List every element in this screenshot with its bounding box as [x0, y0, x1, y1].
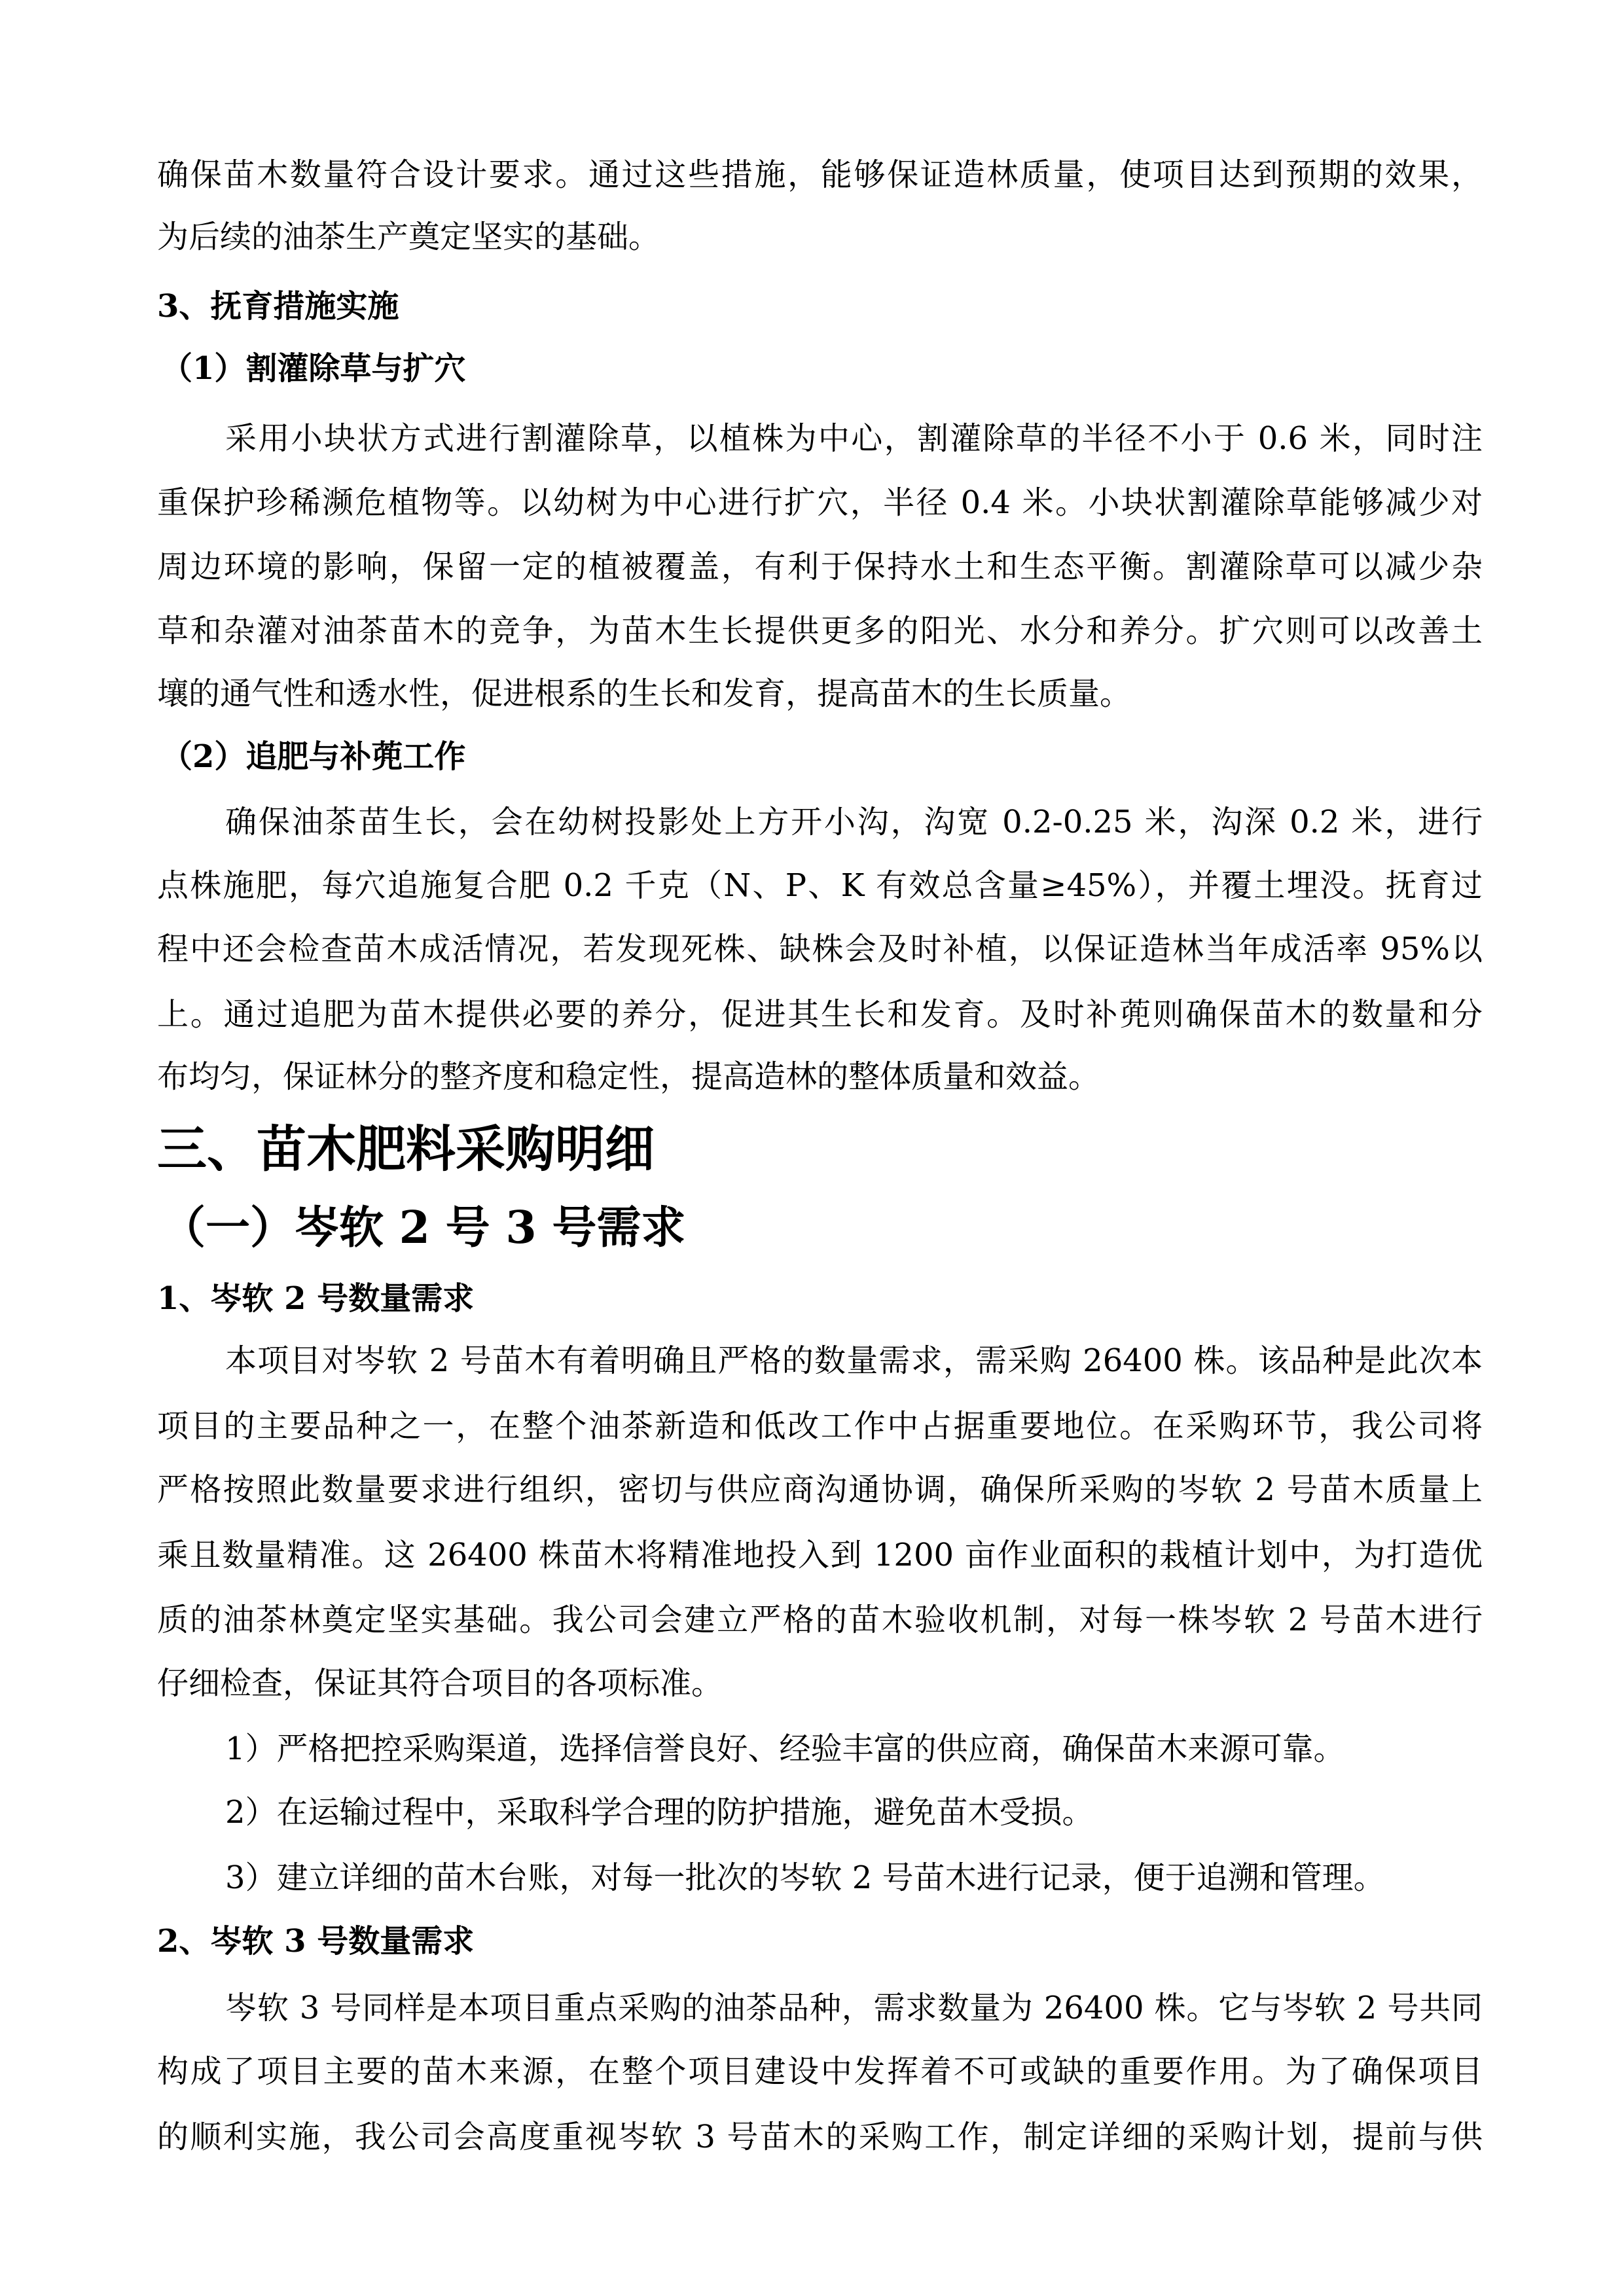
paragraph-line: 草和杂灌对油茶苗木的竞争，为苗木生长提供更多的阳光、水分和养分。扩穴则可以改善土: [157, 613, 1483, 649]
paragraph-line: 程中还会检查苗木成活情况，若发现死株、缺株会及时补植，以保证造林当年成活率 95%以: [157, 931, 1483, 967]
paragraph-line: 乘且数量精准。这 26400 株苗木将精准地投入到 1200 亩作业面积的栽植计划中，为打造优: [157, 1537, 1483, 1573]
paragraph-line: 严格按照此数量要求进行组织，密切与供应商沟通协调，确保所采购的岑软 2 号苗木质量上: [157, 1471, 1483, 1508]
paragraph-line: 岑软 3 号同样是本项目重点采购的油茶品种，需求数量为 26400 株。它与岑软 2 号共同: [225, 1990, 1483, 2026]
paragraph-line: 确保油茶苗生长，会在幼树投影处上方开小沟，沟宽 0.2-0.25 米，沟深 0.2 米，进行: [225, 804, 1483, 840]
paragraph-line: 仔细检查，保证其符合项目的各项标准。: [157, 1665, 723, 1702]
subsection-heading: 2、岑软 3 号数量需求: [157, 1923, 475, 1960]
paragraph-line: 布均匀，保证林分的整齐度和稳定性，提高造林的整体质量和效益。: [157, 1058, 1100, 1095]
list-item: 3）建立详细的苗木台账，对每一批次的岑软 2 号苗木进行记录，便于追溯和管理。: [225, 1859, 1385, 1896]
paragraph-line: 构成了项目主要的苗木来源，在整个项目建设中发挥着不可或缺的重要作用。为了确保项目: [157, 2053, 1483, 2090]
list-item: 2）在运输过程中，采取科学合理的防护措施，避免苗木受损。: [225, 1794, 1094, 1831]
subsection-heading: （2）追肥与补蔸工作: [161, 738, 466, 775]
section-heading: 3、抚育措施实施: [157, 288, 399, 325]
subsection-heading: 1、岑软 2 号数量需求: [157, 1280, 475, 1317]
paragraph-line: 本项目对岑软 2 号苗木有着明确且严格的数量需求，需采购 26400 株。该品种是此次本: [225, 1342, 1483, 1379]
paragraph-line: 点株施肥，每穴追施复合肥 0.2 千克（N、P、K 有效总含量≥45%），并覆土埋没。抚育过: [157, 867, 1483, 904]
subsection-heading: （1）割灌除草与扩穴: [161, 350, 466, 387]
paragraph-line: 上。通过追肥为苗木提供必要的养分，促进其生长和发育。及时补蔸则确保苗木的数量和分: [157, 996, 1483, 1033]
paragraph-line: 采用小块状方式进行割灌除草，以植株为中心，割灌除草的半径不小于 0.6 米，同时注: [225, 420, 1483, 457]
list-item: 1）严格把控采购渠道，选择信誉良好、经验丰富的供应商，确保苗木来源可靠。: [225, 1731, 1345, 1767]
paragraph-line: 壤的通气性和透水性，促进根系的生长和发育，提高苗木的生长质量。: [157, 675, 1132, 712]
paragraph-line: 重保护珍稀濒危植物等。以幼树为中心进行扩穴，半径 0.4 米。小块状割灌除草能够减少对: [157, 484, 1483, 521]
paragraph-line: 项目的主要品种之一，在整个油茶新造和低改工作中占据重要地位。在采购环节，我公司将: [157, 1408, 1483, 1444]
paragraph-line: 的顺利实施，我公司会高度重视岑软 3 号苗木的采购工作，制定详细的采购计划，提前与供: [157, 2119, 1483, 2155]
paragraph-line: 周边环境的影响，保留一定的植被覆盖，有利于保持水土和生态平衡。割灌除草可以减少杂: [157, 548, 1483, 585]
section-heading: （一）岑软 2 号 3 号需求: [161, 1202, 686, 1254]
chapter-heading: 三、苗木肥料采购明细: [157, 1120, 655, 1178]
paragraph-line: 质的油茶林奠定坚实基础。我公司会建立严格的苗木验收机制，对每一株岑软 2 号苗木进行: [157, 1602, 1483, 1638]
paragraph-line: 确保苗木数量符合设计要求。通过这些措施，能够保证造林质量，使项目达到预期的效果，: [157, 156, 1483, 193]
paragraph-line: 为后续的油茶生产奠定坚实的基础。: [157, 219, 660, 255]
